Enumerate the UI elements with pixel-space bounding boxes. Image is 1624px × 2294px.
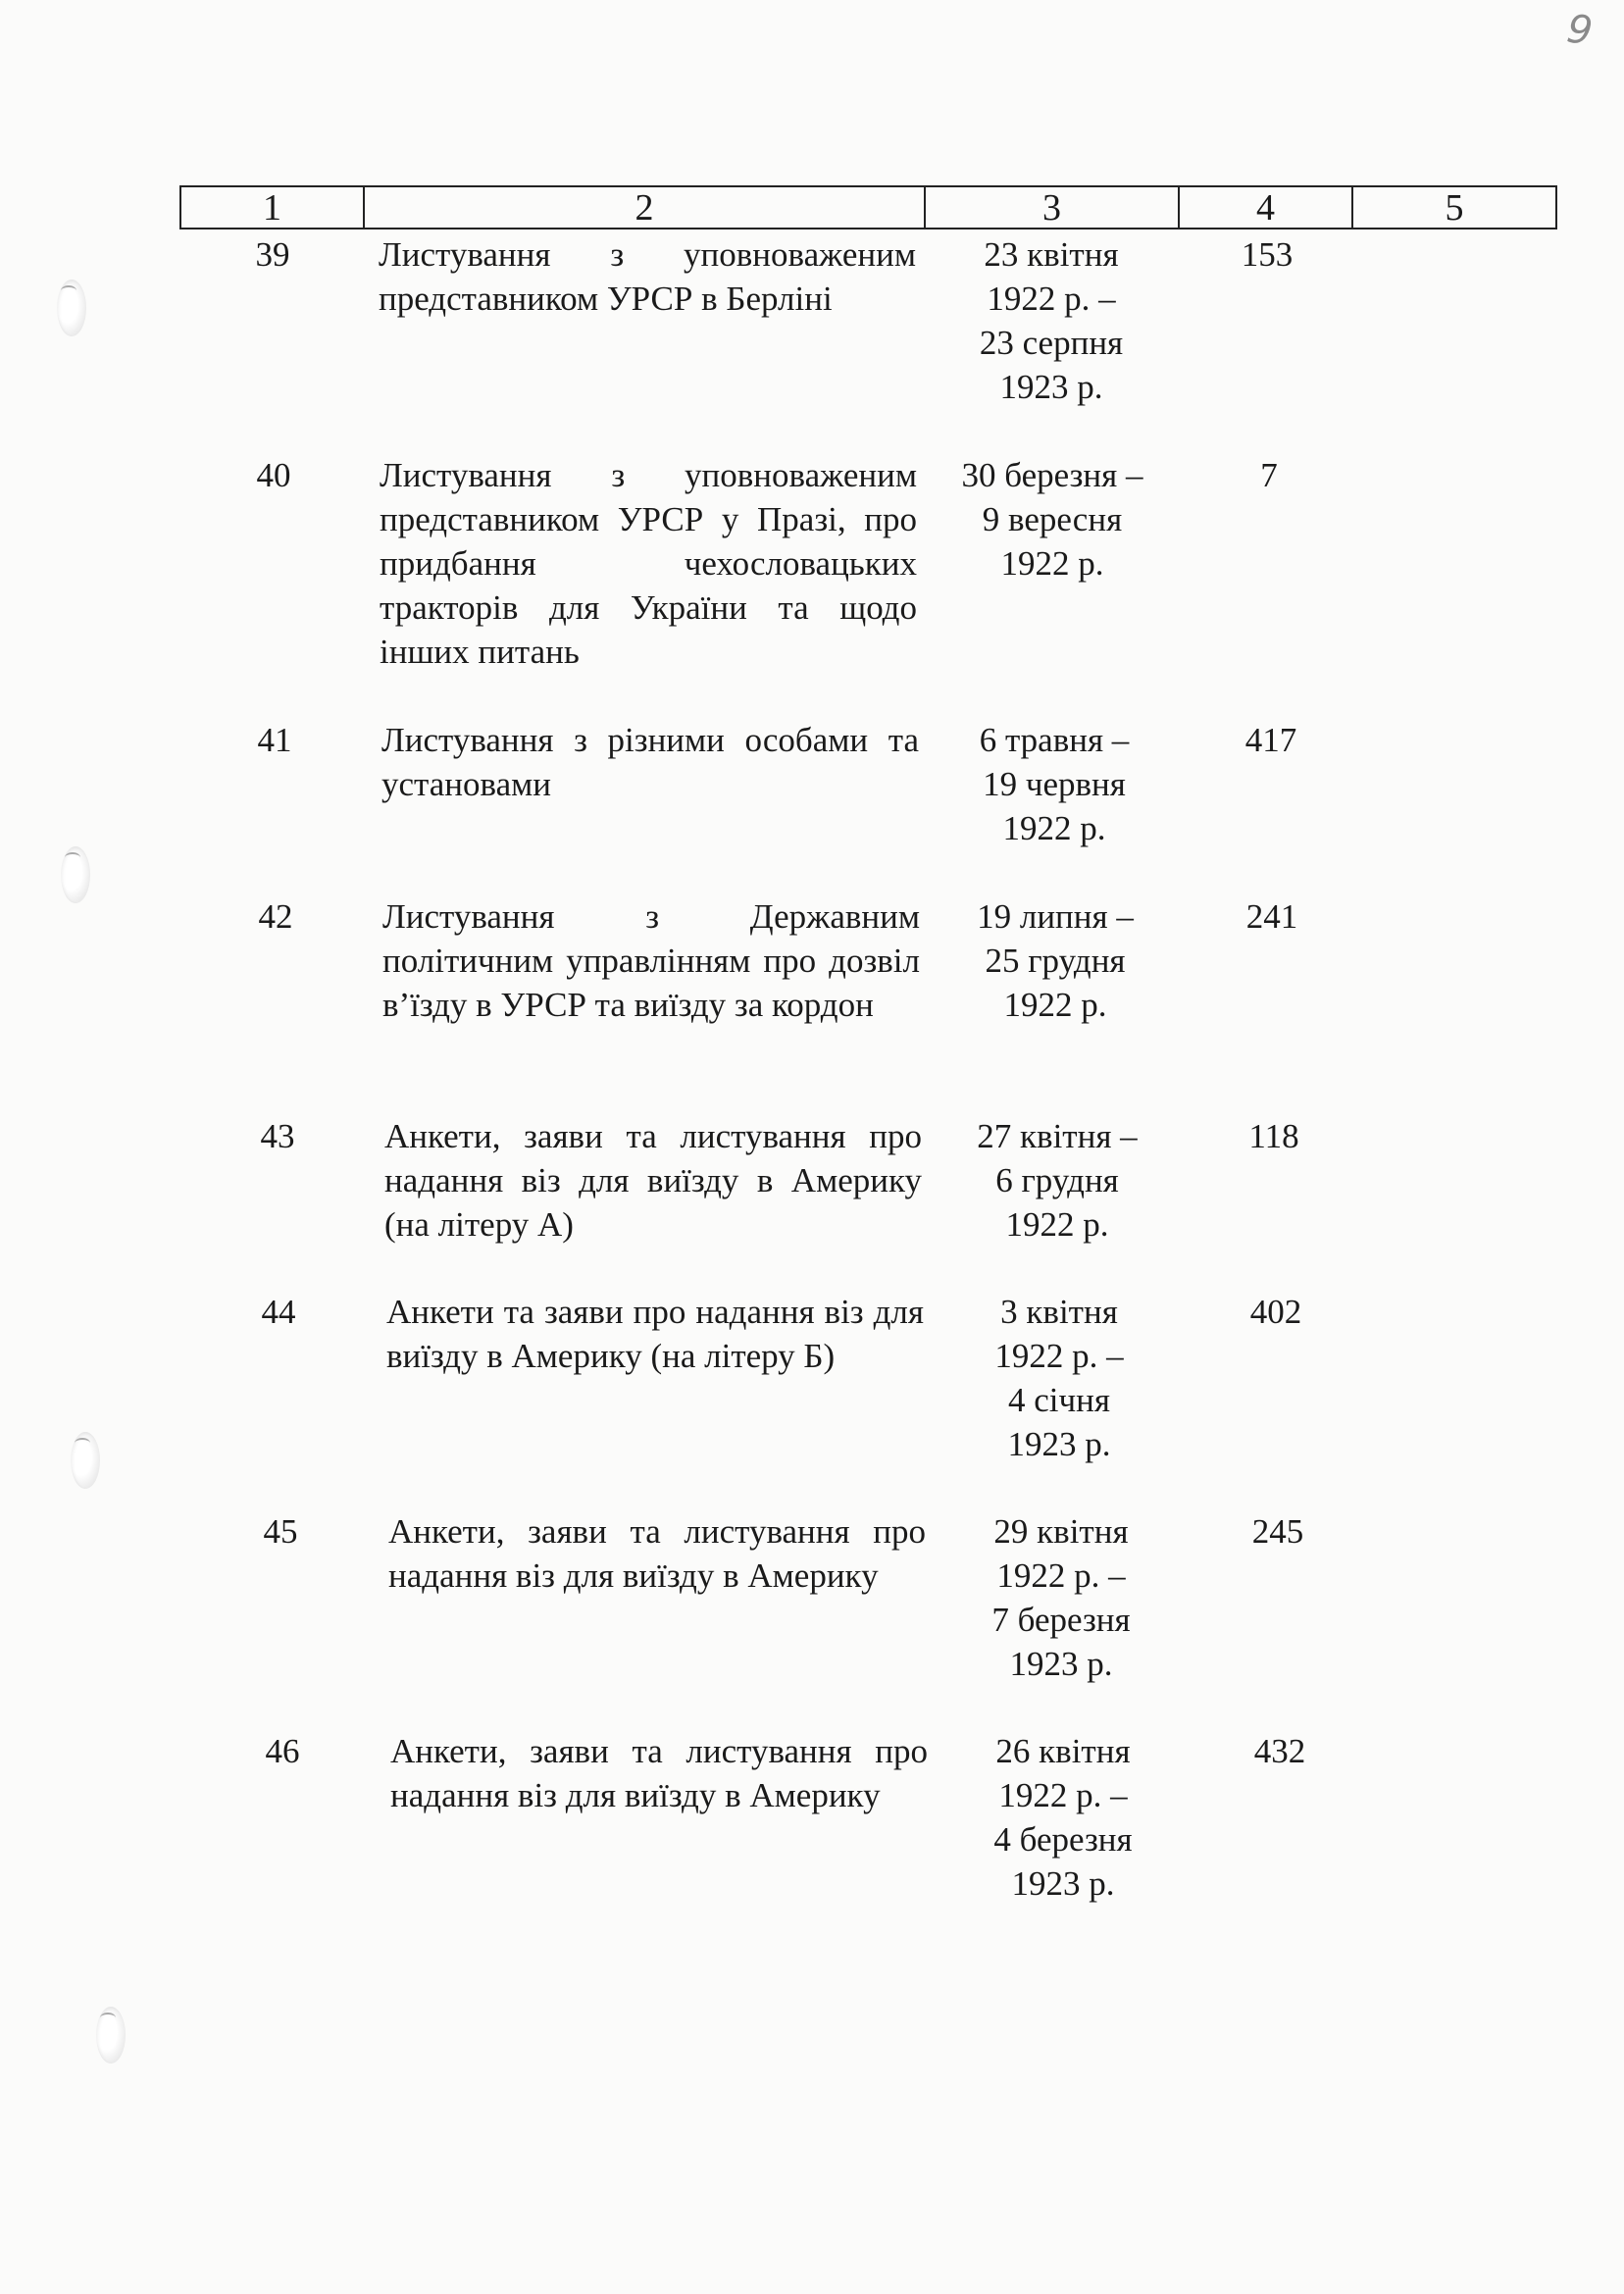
date-line: 6 грудня xyxy=(995,1161,1119,1199)
date-line: 1923 р. xyxy=(1009,1645,1113,1683)
date-line: 1922 р. – xyxy=(998,1776,1128,1814)
entry-description: Листування з різними особами та установами xyxy=(381,721,919,803)
date-line: 1923 р. xyxy=(999,368,1103,406)
entry-number: 44 xyxy=(261,1293,296,1331)
entry-dates xyxy=(933,894,1178,1027)
date-line: 1922 р. xyxy=(1005,1205,1109,1244)
entry-sheet-count: 432 xyxy=(1253,1732,1306,1770)
entry-description: Анкети та заяви про надання віз для виїзду в Америку (на літеру Б) xyxy=(386,1293,924,1375)
entry-description: Анкети, заяви та листування про надання віз для виїзду в Америку (на літеру А) xyxy=(384,1117,922,1244)
entry-number: 46 xyxy=(265,1732,300,1770)
date-line: 23 серпня xyxy=(979,324,1124,362)
entry-description: Листування з Державним політичним управлінням про дозвіл в’їзду в УРСР та виїзду за кордон xyxy=(382,897,920,1024)
date-line: 1923 р. xyxy=(1007,1425,1111,1463)
date-line: 1922 р. – xyxy=(994,1337,1124,1375)
entry-dates xyxy=(935,1114,1180,1247)
date-line: 27 квітня – xyxy=(977,1117,1138,1155)
punch-hole xyxy=(57,280,86,336)
date-line: 7 березня xyxy=(991,1601,1131,1639)
date-line: 23 квітня xyxy=(984,235,1119,274)
date-line: 25 грудня xyxy=(985,942,1126,980)
date-line: 1923 р. xyxy=(1011,1864,1115,1903)
header-cell-column-2: 2 xyxy=(365,187,926,228)
entry-sheet-count: 118 xyxy=(1248,1117,1299,1155)
entry-dates xyxy=(929,232,1174,409)
entry-sheet-count: 417 xyxy=(1244,721,1297,759)
date-line: 4 березня xyxy=(993,1820,1133,1859)
date-line: 26 квітня xyxy=(995,1732,1131,1770)
header-cell-column-5: 5 xyxy=(1445,187,1464,229)
date-line: 3 квітня xyxy=(1000,1293,1118,1331)
entry-dates xyxy=(939,1509,1184,1686)
entry-sheet-count: 153 xyxy=(1241,235,1294,274)
entry-description: Анкети, заяви та листування про надання віз для виїзду в Америку xyxy=(390,1732,928,1814)
handwritten-page-number: 9 xyxy=(1563,6,1596,55)
header-cell-column-3: 3 xyxy=(926,187,1180,228)
entry-number: 43 xyxy=(260,1117,295,1155)
date-line: 29 квітня xyxy=(993,1512,1129,1551)
date-line: 9 вересня xyxy=(982,500,1123,538)
header-cell-column-4: 4 xyxy=(1180,187,1353,228)
punch-hole xyxy=(61,846,90,903)
entry-number: 45 xyxy=(263,1512,298,1551)
entry-sheet-count: 241 xyxy=(1245,897,1298,936)
date-line: 1922 р. – xyxy=(996,1556,1126,1595)
date-line: 1922 р. xyxy=(1002,809,1106,847)
punch-hole xyxy=(71,1432,100,1489)
date-line: 19 липня – xyxy=(977,897,1134,936)
entry-dates xyxy=(930,453,1175,586)
entry-number: 41 xyxy=(257,721,292,759)
entry-number: 39 xyxy=(255,235,290,274)
entry-number: 40 xyxy=(256,456,291,494)
date-line: 1922 р. – xyxy=(987,280,1116,318)
date-line: 6 травня – xyxy=(979,721,1130,759)
entry-description: Анкети, заяви та листування про надання віз для виїзду в Америку xyxy=(388,1512,926,1595)
entry-description: Листування з уповноваженим представником УРСР у Празі, про придбання чехословацьких тракторів для України та щодо інших питань xyxy=(380,456,917,671)
entry-description: Листування з уповноваженим представником УРСР в Берліні xyxy=(379,235,916,318)
table-header-row xyxy=(179,185,1557,229)
date-line: 1922 р. xyxy=(1000,544,1104,583)
entry-sheet-count: 7 xyxy=(1260,456,1278,494)
date-line: 1922 р. xyxy=(1003,986,1107,1024)
entry-sheet-count: 245 xyxy=(1251,1512,1304,1551)
entry-sheet-count: 402 xyxy=(1249,1293,1302,1331)
entry-dates xyxy=(940,1729,1186,1906)
date-line: 30 березня – xyxy=(961,456,1143,494)
entry-number: 42 xyxy=(258,897,293,936)
date-line: 19 червня xyxy=(983,765,1126,803)
punch-hole xyxy=(96,2007,126,2064)
header-cell-column-1: 1 xyxy=(181,187,365,228)
entry-dates xyxy=(932,718,1177,850)
entry-dates xyxy=(937,1290,1182,1466)
date-line: 4 січня xyxy=(1008,1381,1110,1419)
